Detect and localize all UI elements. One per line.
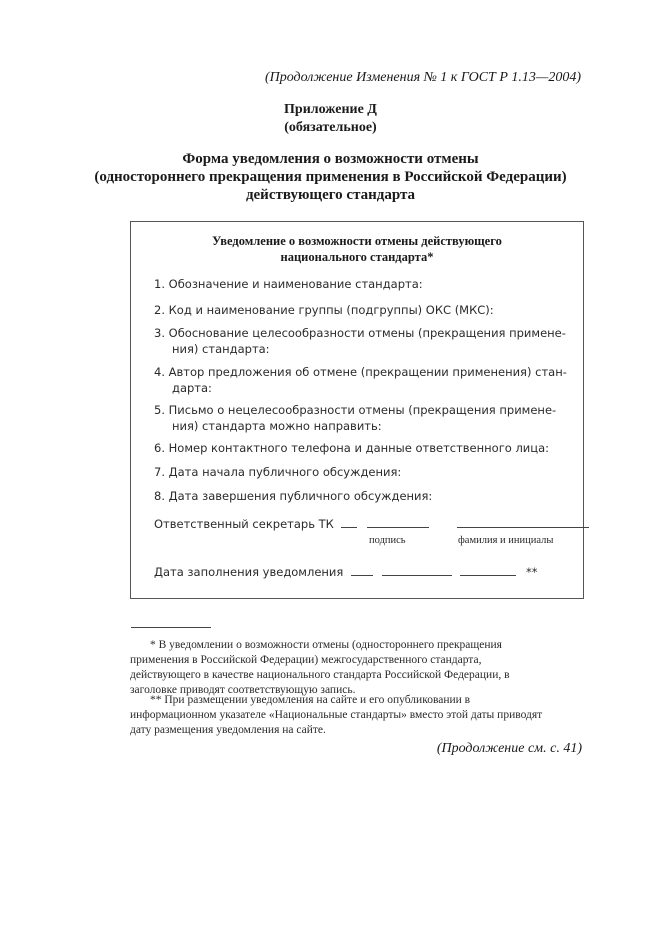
form-item-1	[154, 276, 574, 292]
form-title-line-2: (одностороннего прекращения применения в Российской Федерации)	[94, 169, 567, 185]
form-item-5	[154, 402, 574, 434]
header-continuation: (Продолжение Изменения № 1 к ГОСТ Р 1.13—2004)	[264, 70, 581, 85]
footnote-1-line-4: заголовке приводят соответствующую запись.	[130, 684, 356, 696]
notification-form-box	[130, 221, 584, 599]
footnote-rule	[131, 627, 211, 628]
tk-number-blank	[341, 517, 357, 528]
appendix-heading	[0, 101, 661, 137]
footnote-2-line-2: информационном указателе «Национальные стандарты» вместо этой даты приводят	[130, 709, 543, 721]
box-title	[131, 233, 583, 265]
item-text-continued: дарта:	[172, 381, 212, 395]
item-text: Письмо о нецелесообразности отмены (прекращения примене-	[168, 403, 557, 417]
form-item-6	[154, 440, 574, 456]
signature-label: Ответственный секретарь ТК	[154, 517, 334, 531]
footnote-1-line-1: * В уведомлении о возможности отмены (одностороннего прекращения	[150, 639, 502, 651]
item-text: Обоснование целесообразности отмены (прекращения примене-	[168, 326, 566, 340]
date-day-blank	[351, 565, 373, 576]
form-title-line-3: действующего стандарта	[245, 187, 416, 203]
footnote-1	[130, 638, 584, 698]
box-title-line-2: национального стандарта*	[280, 250, 434, 264]
footer-continuation: (Продолжение см. с. 41)	[436, 741, 582, 756]
form-item-7	[154, 464, 574, 480]
item-text: Номер контактного телефона и данные ответственного лица:	[168, 441, 550, 455]
appendix-label: Приложение Д	[284, 102, 377, 117]
item-number: 1.	[154, 277, 165, 291]
form-item-8	[154, 488, 574, 504]
form-item-2	[154, 302, 574, 318]
footnote-1-line-2: применения в Российской Федерации) межгосударственного стандарта,	[130, 654, 482, 666]
name-caption: фамилия и инициалы	[458, 535, 554, 546]
signature-blank	[367, 517, 429, 528]
item-text: Обозначение и наименование стандарта:	[168, 277, 423, 291]
footnote-2-line-3: дату размещения уведомления на сайте.	[130, 724, 326, 736]
item-number: 8.	[154, 489, 165, 503]
item-number: 3.	[154, 326, 165, 340]
item-text-continued: ния) стандарта можно направить:	[172, 419, 382, 433]
signature-caption: подпись	[369, 535, 406, 546]
appendix-status: (обязательное)	[284, 120, 377, 135]
item-text: Автор предложения об отмене (прекращении применения) стан-	[168, 365, 567, 379]
footnote-1-line-3: действующего в качестве национального стандарта Российской Федерации, в	[130, 669, 510, 681]
date-footnote-mark: **	[525, 565, 538, 579]
item-text: Дата начала публичного обсуждения:	[168, 465, 402, 479]
item-text: Код и наименование группы (подгруппы) ОКС (МКС):	[168, 303, 494, 317]
form-title	[0, 150, 661, 204]
date-line	[154, 565, 579, 579]
item-text: Дата завершения публичного обсуждения:	[168, 489, 433, 503]
date-year-blank	[460, 565, 516, 576]
footnote-2	[130, 693, 584, 738]
form-title-line-1: Форма уведомления о возможности отмены	[182, 151, 479, 167]
item-number: 7.	[154, 465, 165, 479]
form-item-4	[154, 364, 574, 396]
date-label: Дата заполнения уведомления	[154, 565, 344, 579]
footnote-2-line-1: ** При размещении уведомления на сайте и его опубликовании в	[150, 694, 471, 706]
signature-line	[154, 517, 579, 531]
item-text-continued: ния) стандарта:	[172, 342, 270, 356]
date-month-blank	[382, 565, 452, 576]
box-title-line-1: Уведомление о возможности отмены действующего	[212, 234, 502, 248]
item-number: 6.	[154, 441, 165, 455]
name-blank	[457, 517, 589, 528]
form-item-3	[154, 325, 574, 357]
item-number: 2.	[154, 303, 165, 317]
item-number: 4.	[154, 365, 165, 379]
item-number: 5.	[154, 403, 165, 417]
